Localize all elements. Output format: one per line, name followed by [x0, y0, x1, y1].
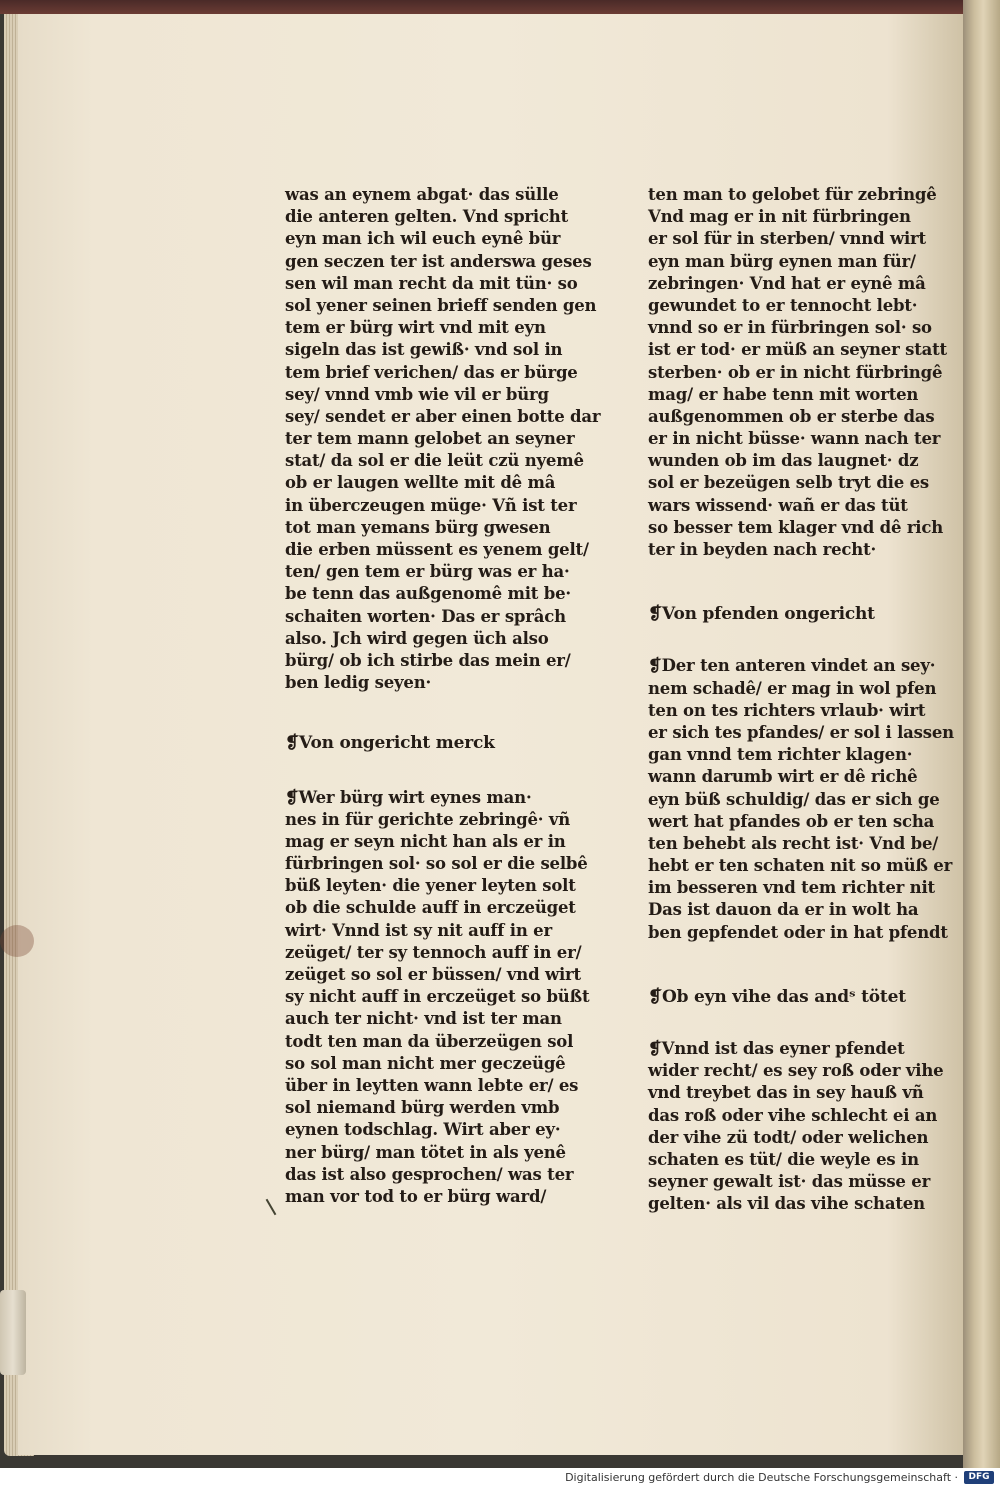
page-stain [0, 925, 34, 957]
text-line: tem er bürg wirt vnd mit eyn [285, 318, 546, 338]
text-line: in überczeugen müge· Vñ ist ter [285, 495, 577, 515]
left-top-paragraph [285, 184, 601, 694]
text-line: wirt· Vnnd ist sy nit auff in er [285, 920, 552, 940]
text-line: schaiten worten· Das er sprâch [285, 606, 566, 626]
text-line: das roß oder vihe schlecht ei an [648, 1105, 938, 1125]
text-line: sey/ sendet er aber einen botte dar [285, 406, 601, 426]
footer-bar [0, 1468, 1000, 1488]
left-bottom-paragraph [285, 787, 590, 1209]
text-line: ter in beyden nach recht· [648, 540, 877, 559]
text-line: eyn büß schuldig/ das er sich ge [648, 789, 940, 809]
right-section-heading-1: ❡Von pfenden ongericht [648, 604, 875, 625]
text-line: vnnd so er in fürbringen sol· so [648, 318, 932, 338]
text-line: zeüget so sol er büssen/ vnd wirt [285, 965, 581, 985]
text-line: die anteren gelten. Vnd spricht [285, 207, 569, 227]
text-line: fürbringen sol· so sol er die selbê [285, 854, 588, 874]
text-line: tot man yemans bürg gwesen [285, 517, 551, 537]
text-line: tem brief verichen/ das er bürge [285, 362, 578, 382]
text-line: todt ten man da überzeügen sol [285, 1031, 574, 1051]
text-line: ist er tod· er müß an seyner statt [648, 340, 947, 360]
text-line: mag/ er habe tenn mit worten [648, 384, 919, 404]
text-line: außgenommen ob er sterbe das [648, 406, 935, 426]
dfg-logo: DFG [964, 1471, 994, 1484]
text-line: vnd treybet das in sey hauß vñ [648, 1083, 924, 1103]
text-line: die erben müssent es yenem gelt/ [285, 540, 589, 559]
text-line: wars wissend· wañ er das tüt [648, 495, 908, 515]
text-line: eyn man ich wil euch eynê bür [285, 229, 561, 249]
text-line: er sich tes pfandes/ er sol i lassen [648, 722, 954, 742]
page-holder-rod [0, 1290, 26, 1375]
text-line: wunden ob im das laugnet· dz [648, 451, 919, 471]
text-line: sterben· ob er in nicht fürbringê [648, 362, 943, 382]
text-line: sol yener seinen brieff senden gen [285, 295, 597, 315]
text-line: was an eynem abgat· das sülle [285, 185, 559, 204]
right-bottom-paragraph [648, 1038, 944, 1216]
book-gutter [963, 0, 1000, 1468]
text-line: ner bürg/ man tötet in als yenê [285, 1142, 566, 1162]
text-line: ob er laugen wellte mit dê mâ [285, 473, 556, 493]
funding-credit: Digitalisierung gefördert durch die Deutsche Forschungsgemeinschaft · [565, 1471, 958, 1484]
text-line: ben gepfendet oder in hat pfendt [648, 922, 948, 942]
text-line: nem schadê/ er mag in wol pfen [648, 678, 937, 698]
text-line: man vor tod to er bürg ward/ [285, 1186, 547, 1206]
text-line: er in nicht büsse· wann nach ter [648, 429, 941, 449]
text-line: das ist also gesprochen/ was ter [285, 1164, 574, 1184]
text-line: büß leyten· die yener leyten solt [285, 876, 576, 896]
text-line: mag er seyn nicht han als er in [285, 831, 566, 851]
right-section-heading-2: ❡Ob eyn vihe das andˢ tötet [648, 986, 906, 1007]
text-line: ❡Vnnd ist das eyner pfendet [648, 1039, 905, 1059]
text-line: er sol für in sterben/ vnnd wirt [648, 229, 926, 249]
text-line: seyner gewalt ist· das müsse er [648, 1172, 931, 1192]
text-line: so besser tem klager vnd dê rich [648, 517, 944, 537]
text-line: so sol man nicht mer geczeügê [285, 1053, 566, 1073]
text-line: ten on tes richters vrlaub· wirt [648, 700, 926, 720]
text-line: Vnd mag er in nit fürbringen [648, 207, 911, 227]
right-middle-paragraph [648, 655, 954, 943]
right-text-column [648, 184, 954, 1216]
text-line: gelten· als vil das vihe schaten [648, 1194, 925, 1214]
text-line: stat/ da sol er die leüt czü nyemê [285, 451, 584, 471]
text-line: wann darumb wirt er dê richê [648, 767, 918, 787]
text-line: also. Jch wird gegen üch also [285, 628, 549, 648]
text-line: ten behebt als recht ist· Vnd be/ [648, 833, 939, 853]
text-line: sy nicht auff in erczeüget so büßt [285, 987, 590, 1007]
right-top-paragraph [648, 184, 947, 561]
text-line: im besseren vnd tem richter nit [648, 878, 935, 898]
text-line: gen seczen ter ist anderswa geses [285, 251, 592, 271]
text-line: Das ist dauon da er in wolt ha [648, 900, 919, 920]
text-line: sigeln das ist gewiß· vnd sol in [285, 340, 563, 360]
text-line: sol er bezeügen selb tryt die es [648, 473, 929, 493]
text-line: zeüget/ ter sy tennoch auff in er/ [285, 942, 582, 962]
text-line: zebringen· Vnd hat er eynê mâ [648, 273, 926, 293]
text-line: ten/ gen tem er bürg was er ha· [285, 562, 570, 582]
book-cover-edge [0, 0, 1000, 14]
text-line: gan vnnd tem richter klagen· [648, 745, 913, 765]
text-line: ten man to gelobet für zebringê [648, 185, 937, 204]
text-line: ❡Wer bürg wirt eynes man· [285, 787, 532, 807]
text-line: nes in für gerichte zebringê· vñ [285, 809, 571, 829]
text-line: gewundet to er tennocht lebt· [648, 295, 918, 315]
text-line: der vihe zü todt/ oder welichen [648, 1127, 929, 1147]
text-line: hebt er ten schaten nit so müß er [648, 856, 953, 876]
text-line: wider recht/ es sey roß oder vihe [648, 1061, 944, 1081]
text-line: eyn man bürg eynen man für/ [648, 251, 916, 271]
text-line: ❡Der ten anteren vindet an sey· [648, 656, 936, 676]
text-line: bürg/ ob ich stirbe das mein er/ [285, 650, 571, 670]
text-line: auch ter nicht· vnd ist ter man [285, 1009, 562, 1029]
left-text-column [285, 184, 601, 1208]
text-line: über in leytten wann lebte er/ es [285, 1075, 579, 1095]
text-line: be tenn das außgenomê mit be· [285, 584, 571, 604]
text-line: sol niemand bürg werden vmb [285, 1098, 560, 1118]
text-line: wert hat pfandes ob er ten scha [648, 811, 935, 831]
text-line: sen wil man recht da mit tün· so [285, 273, 578, 293]
left-section-heading: ❡Von ongericht merck [285, 733, 495, 754]
text-line: eynen todschlag. Wirt aber ey· [285, 1120, 561, 1140]
text-line: ob die schulde auff in erczeüget [285, 898, 576, 918]
text-line: schaten es tüt/ die weyle es in [648, 1149, 919, 1169]
text-line: ter tem mann gelobet an seyner [285, 429, 575, 449]
text-line: ben ledig seyen· [285, 673, 432, 693]
text-line: sey/ vnnd vmb wie vil er bürg [285, 384, 549, 404]
